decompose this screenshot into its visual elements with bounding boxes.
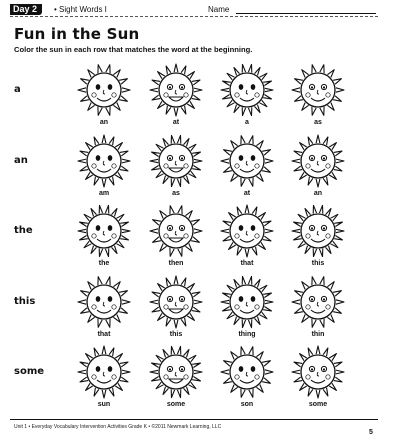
sun-word-label: an [313,190,323,197]
sun-word-label: this [169,331,183,338]
sun-face-icon[interactable] [290,274,346,330]
footer-credit: Unit 1 • Everyday Vocabulary Intervention Activities Grade K • ©2011 Newmark Learning, LLC [14,424,222,430]
page-title: Fun in the Sun [14,25,140,43]
sun-word-label: a [245,119,249,126]
sun-face-icon[interactable] [76,203,132,259]
row-target-word: a [14,84,21,95]
sun-face-icon[interactable] [76,62,132,118]
sun-word-label: as [172,190,180,197]
row-target-word: some [14,366,45,377]
sun-word-label: an [99,119,109,126]
sun-word-label: thing [238,331,256,338]
row-target-word: this [14,296,36,307]
sun-word-label: that [97,331,111,338]
sun-face-icon[interactable] [148,62,204,118]
footer-divider [10,419,378,420]
sun-word-label: as [314,119,322,126]
sun-word-label: son [240,401,254,408]
sun-word-label: then [168,260,184,267]
sun-word-label: the [98,260,110,267]
sun-face-icon[interactable] [76,274,132,330]
sun-word-label: this [311,260,325,267]
sun-word-label: am [98,190,110,197]
sun-face-icon[interactable] [290,133,346,189]
sun-face-icon[interactable] [290,344,346,400]
sun-face-icon[interactable] [219,344,275,400]
sun-face-icon[interactable] [290,62,346,118]
sun-face-icon[interactable] [148,274,204,330]
sun-word-label: that [240,260,254,267]
sun-word-label: thin [311,331,325,338]
day-badge: Day 2 [10,4,42,15]
sun-face-icon[interactable] [148,133,204,189]
sun-word-label: sun [97,401,111,408]
sun-face-icon[interactable] [148,344,204,400]
header-divider [10,16,378,17]
sun-face-icon[interactable] [219,274,275,330]
name-label: Name [208,5,230,14]
sun-face-icon[interactable] [219,203,275,259]
sun-word-label: at [243,190,251,197]
instructions: Color the sun in each row that matches the word at the beginning. [14,45,253,54]
sun-face-icon[interactable] [219,62,275,118]
row-target-word: the [14,225,33,236]
sun-word-label: some [308,401,328,408]
sun-face-icon[interactable] [290,203,346,259]
row-target-word: an [14,155,28,166]
sun-face-icon[interactable] [148,203,204,259]
header-bar [10,4,390,14]
sun-word-label: some [166,401,186,408]
sun-face-icon[interactable] [76,133,132,189]
sun-face-icon[interactable] [76,344,132,400]
page-number: 5 [369,429,373,436]
sun-face-icon[interactable] [219,133,275,189]
name-write-line[interactable] [236,13,376,14]
unit-label: • Sight Words I [54,5,107,14]
sun-word-label: at [172,119,180,126]
